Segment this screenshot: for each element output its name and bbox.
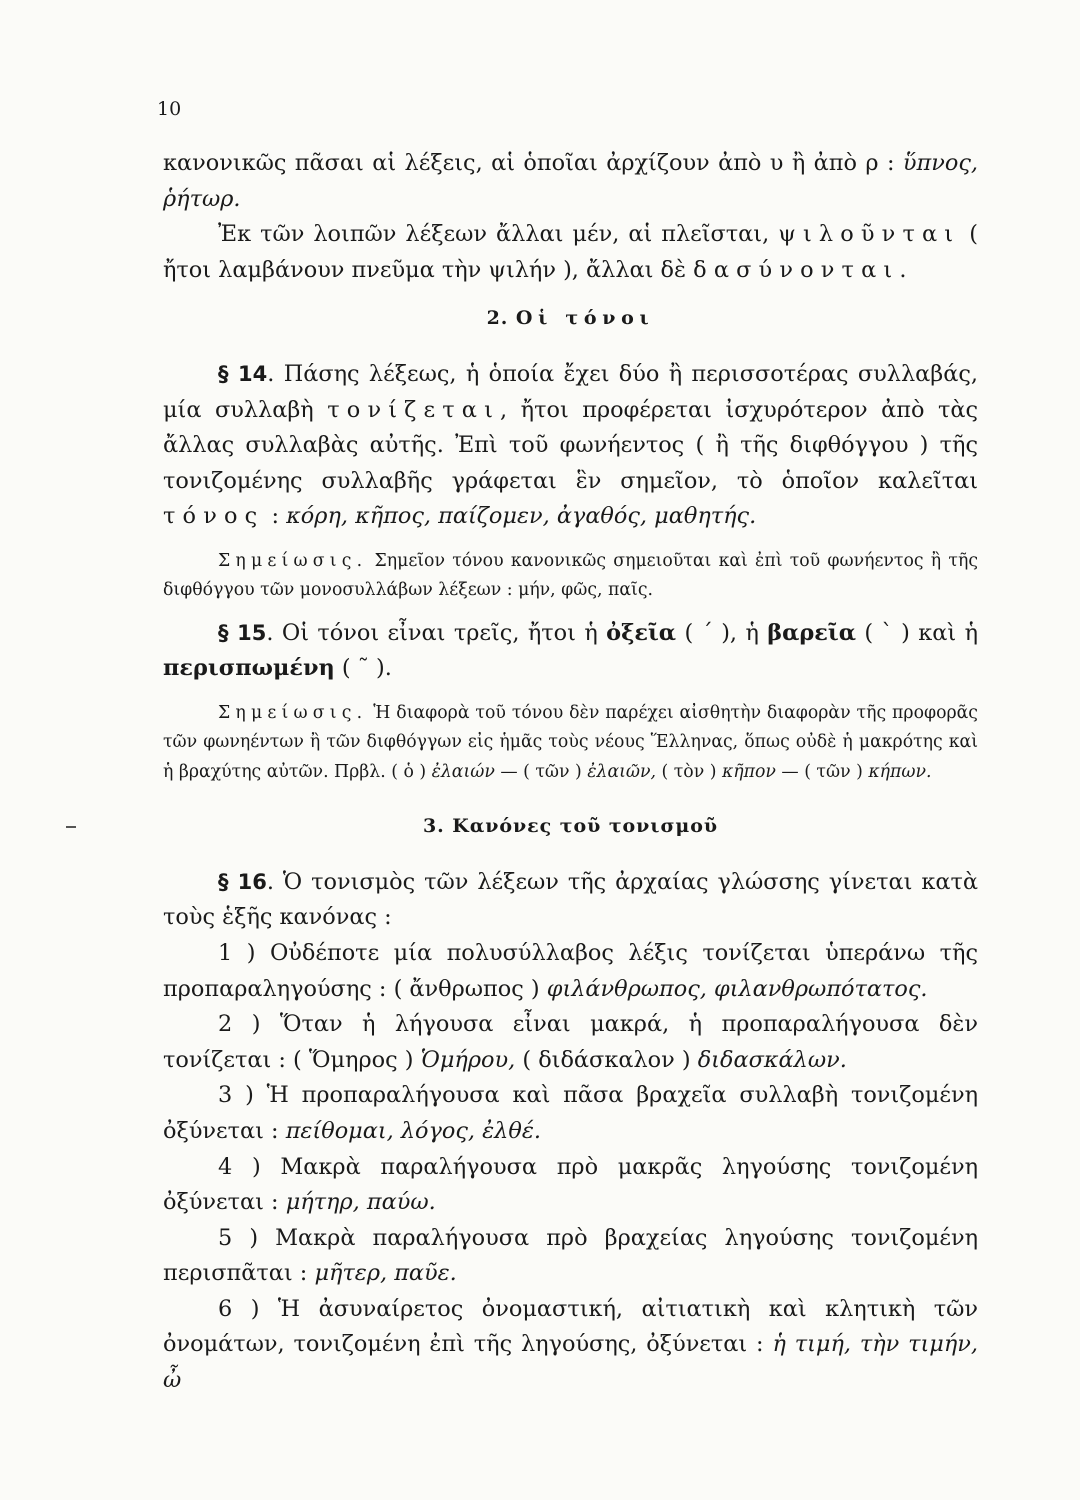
note-2: [163, 699, 978, 787]
rule-text: 6 ) Ἡ ἀσυναίρετος ὀνομαστική, αἰτιατικὴ καὶ κλητικὴ τῶν ὀνομάτων, τονιζομένη ἐπὶ τῆς ληγούσης, ὀξύνεται :: [163, 1295, 978, 1358]
examples: κόρη, κῆπος, παίζομεν, ἀγαθός, μαθητής.: [286, 503, 757, 530]
intro-paragraph-2: [163, 217, 978, 288]
note-text: ( τὸν ): [656, 761, 722, 782]
note-text: Σημεῖον τόνου κανονικῶς σημειοῦται καὶ ἐπὶ τοῦ φωνήεντος ἢ τῆς διφθόγγου τῶν μονοσυλλάβων λέξεων : μήν, φῶς, παῖς.: [163, 550, 978, 601]
emphasized-term: δασύνονται.: [693, 256, 914, 283]
term-perispomeni: περισπωμένη: [163, 655, 335, 682]
note-text: Ἡ διαφορὰ τοῦ τόνου δὲν παρέχει αἰσθητὴν διαφορὰν τῆς προφορᾶς τῶν φωνηέντων ἢ τῶν διφθόγγων εἰς ἡμᾶς τοὺς νέους Ἕλληνας, ὅπως οὐδὲ ἡ μακρότης καὶ ἡ βραχύτης αὐτῶν. Πρβλ. ( ὁ ): [163, 702, 978, 782]
emphasized-term: τόνος: [163, 503, 265, 530]
rule-4: [163, 1150, 978, 1221]
rule-text: 1 ) Οὐδέποτε μία πολυσύλλαβος λέξις τονίζεται ὑπεράνω τῆς προπαραληγούσης : ( ἄνθρωπος ): [163, 939, 978, 1002]
paragraph-text: :: [264, 503, 287, 530]
example-word: κήπων.: [868, 761, 932, 782]
paragraph-15: [163, 616, 978, 687]
paragraph-text: ( ΄ ), ἡ: [676, 619, 768, 646]
examples: φιλάνθρωπος, φιλανθρωπότατος.: [546, 975, 928, 1002]
rule-text: 2 ) Ὅταν ἡ λήγουσα εἶναι μακρά, ἡ προπαραλήγουσα δὲν τονίζεται : ( Ὅμηρος ): [163, 1011, 978, 1073]
examples: πείθομαι, λόγος, ἐλθέ.: [285, 1117, 541, 1144]
note-label: Σημείωσις.: [218, 550, 368, 571]
emphasized-term: ψιλοῦνται: [778, 221, 961, 248]
section-number: § 16: [218, 869, 267, 894]
heading-text: Οἱ τόνοι: [515, 307, 655, 330]
intro-text: κανονικῶς πᾶσαι αἱ λέξεις, αἱ ὁποῖαι ἀρχίζουν ἀπὸ υ ἢ ἀπὸ ρ :: [163, 150, 903, 176]
note-text: — ( τῶν ): [775, 761, 869, 782]
heading-number: 2.: [486, 307, 516, 330]
rule-text: ( διδάσκαλον ): [515, 1046, 698, 1073]
example-word: ἐλαιών: [431, 761, 495, 782]
intro-text: Ἐκ τῶν λοιπῶν λέξεων ἄλλαι μέν, αἱ πλεῖσται,: [218, 221, 779, 248]
emphasized-term: τονίζεται: [327, 396, 501, 423]
section-number: § 14: [218, 361, 268, 386]
section-heading-2: [163, 301, 978, 337]
paragraph-text: . Πάσης λέξεως, ἡ ὁποία ἔχει δύο ἢ περισσοτέρας συλλαβάς, μία συλλαβὴ: [163, 360, 978, 423]
rule-text: 3 ) Ἡ προπαραλήγουσα καὶ πᾶσα βραχεῖα συλλαβὴ τονιζομένη ὀξύνεται :: [163, 1082, 978, 1144]
paragraph-text: ( ῀ ).: [334, 655, 392, 682]
intro-paragraph-1: [163, 146, 978, 217]
note-1: [163, 547, 978, 606]
examples: ἡ τιμή, τὴν τιμήν, ὦ: [163, 1331, 978, 1394]
intro-text: ( ἤτοι λαμβάνουν πνεῦμα τὴν ψιλήν ), ἄλλαι δὲ: [163, 221, 978, 283]
examples: διδασκάλων.: [697, 1046, 847, 1073]
rule-1: [163, 936, 978, 1007]
paragraph-16: [163, 865, 978, 936]
note-label: Σημείωσις.: [218, 702, 368, 723]
term-oxeia: ὀξεῖα: [606, 619, 677, 646]
examples: μήτηρ, παύω.: [285, 1189, 436, 1216]
example-word: ἐλαιῶν,: [587, 761, 657, 782]
note-text: — ( τῶν ): [494, 761, 588, 782]
example-word: ῥήτωρ.: [163, 185, 241, 212]
margin-mark: [66, 826, 76, 828]
rule-text: 5 ) Μακρὰ παραλήγουσα πρὸ βραχείας ληγούσης τονιζομένη περισπᾶται :: [163, 1224, 978, 1287]
examples: Ὁμήρου,: [420, 1046, 516, 1073]
section-heading-3: 3. Κανόνες τοῦ τονισμοῦ: [422, 815, 719, 838]
example-word: κῆπον: [721, 761, 776, 782]
rule-text: 4 ) Μακρὰ παραλήγουσα πρὸ μακρᾶς ληγούσης τονιζομένη ὀξύνεται :: [163, 1153, 978, 1216]
paragraph-text: . Οἱ τόνοι εἶναι τρεῖς, ἤτοι ἡ: [266, 619, 607, 646]
section-number: § 15: [218, 620, 267, 645]
rule-6: [163, 1292, 978, 1399]
rule-3: [163, 1078, 978, 1149]
example-word: ὕπνος,: [902, 150, 978, 176]
page-number: 10: [157, 98, 182, 120]
rule-2: [163, 1007, 978, 1078]
paragraph-text: . Ὁ τονισμὸς τῶν λέξεων τῆς ἀρχαίας γλώσσης γίνεται κατὰ τοὺς ἑξῆς κανόνας :: [163, 868, 978, 931]
examples: μῆτερ, παῦε.: [314, 1260, 457, 1287]
paragraph-14: [163, 357, 978, 535]
page-body: [163, 146, 978, 1399]
paragraph-text: , ἤτοι προφέρεται ἰσχυρότερον ἀπὸ τὰς ἄλλας συλλαβὰς αὐτῆς. Ἐπὶ τοῦ φωνήεντος ( ἢ τῆς διφθόγγου ) τῆς τονιζομένης συλλαβῆς γράφεται ἓν σημεῖον, τὸ ὁποῖον καλεῖται: [163, 396, 978, 494]
rule-5: [163, 1221, 978, 1292]
paragraph-text: ( ` ) καὶ ἡ: [855, 619, 978, 646]
term-vareia: βαρεῖα: [767, 619, 856, 646]
